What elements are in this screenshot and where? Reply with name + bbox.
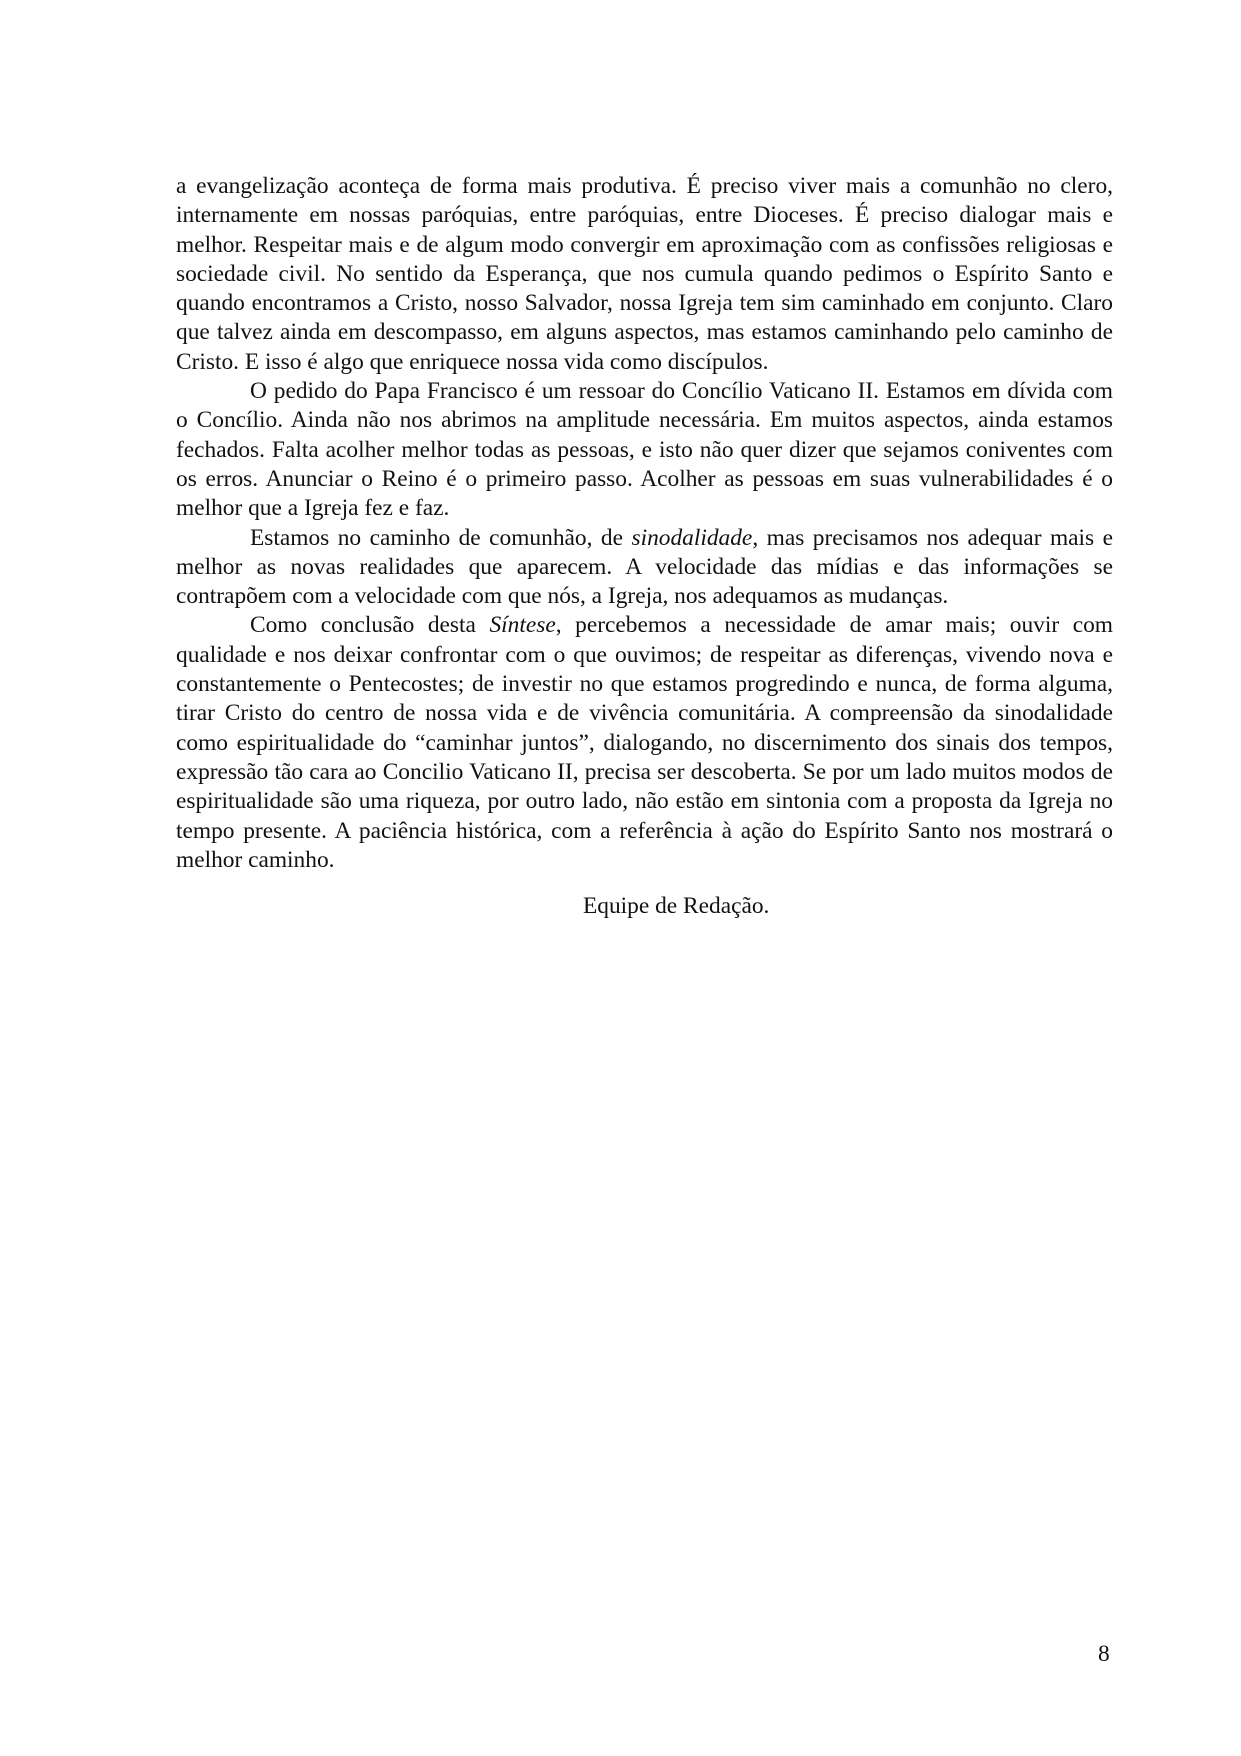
- paragraph-4-text-start: Como conclusão desta: [250, 612, 490, 639]
- body-text: [176, 172, 1113, 875]
- paragraph-3-text-start: Estamos no caminho de comunhão, de: [250, 524, 632, 551]
- paragraph-3-text-end: , mas precisamos nos adequar mais e melhor as novas realidades que aparecem. A velocidade das mídias e das informações se contrapõem com a velocidade com que nós, a Igreja, nos adequamos as mudanças.: [176, 524, 1113, 610]
- paragraph-4-italic-term: Síntese: [489, 612, 556, 639]
- signature: Equipe de Redação.: [583, 893, 770, 919]
- paragraph-3: [176, 524, 1113, 612]
- paragraph-2-text: O pedido do Papa Francisco é um ressoar do Concílio Vaticano II. Estamos em dívida com o Concílio. Ainda não nos abrimos na amplitude necessária. Em muitos aspectos, ainda estamos fechados. Falta acolher melhor todas as pessoas, e isto não quer dizer que sejamos coniventes com os erros. Anunciar o Reino é o primeiro passo. Acolher as pessoas em suas vulnerabilidades é o melhor que a Igreja fez e faz.: [176, 378, 1113, 522]
- paragraph-4: [176, 611, 1113, 875]
- paragraph-3-italic-term: sinodalidade: [631, 524, 753, 551]
- page-number: 8: [1098, 1641, 1110, 1667]
- paragraph-1-text: a evangelização aconteça de forma mais produtiva. É preciso viver mais a comunhão no clero, internamente em nossas paróquias, entre paróquias, entre Dioceses. É preciso dialogar mais e melhor. Respeitar mais e de algum modo convergir em aproximação com as confissões religiosas e sociedade civil. No sentido da Esperança, que nos cumula quando pedimos o Espírito Santo e quando encontramos a Cristo, nosso Salvador, nossa Igreja tem sim caminhado em conjunto. Claro que talvez ainda em descompasso, em alguns aspectos, mas estamos caminhando pelo caminho de Cristo. E isso é algo que enriquece nossa vida como discípulos.: [176, 173, 1113, 375]
- paragraph-2: [176, 377, 1113, 523]
- paragraph-4-text-end: , percebemos a necessidade de amar mais; ouvir com qualidade e nos deixar confrontar com o que ouvimos; de respeitar as diferenças, vivendo nova e constantemente o Pentecostes; de investir no que estamos progredindo e nunca, de forma alguma, tirar Cristo do centro de nossa vida e de vivência comunitária. A compreensão da sinodalidade como espiritualidade do “caminhar juntos”, dialogando, no discernimento dos sinais dos tempos, expressão tão cara ao Concilio Vaticano II, precisa ser descoberta. Se por um lado muitos modos de espiritualidade são uma riqueza, por outro lado, não estão em sintonia com a proposta da Igreja no tempo presente. A paciência histórica, com a referência à ação do Espírito Santo nos mostrará o melhor caminho.: [176, 612, 1113, 873]
- paragraph-1: [176, 172, 1113, 377]
